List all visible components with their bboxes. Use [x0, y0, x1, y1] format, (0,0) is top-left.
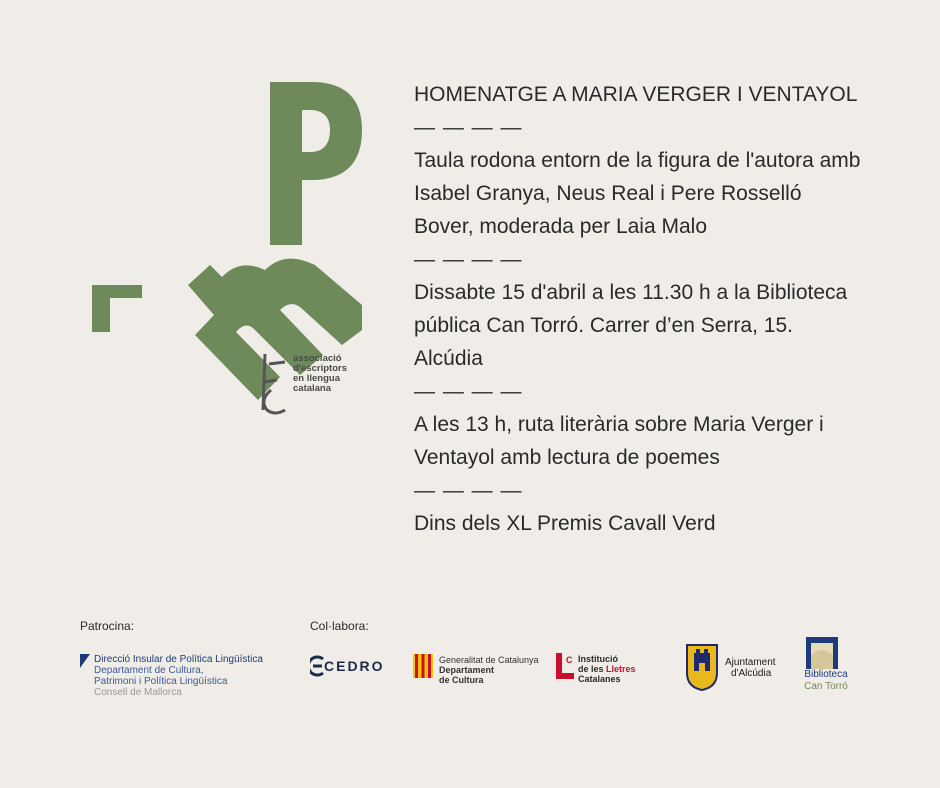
- separator: — — — —: [414, 479, 523, 502]
- sponsor-label: Patrocina:: [80, 619, 135, 633]
- event-route: A les 13 h, ruta literària sobre Maria Verger i Ventayol amb lectura de poemes: [414, 413, 824, 469]
- aelc-mark: [255, 350, 365, 420]
- cedro-name: CEDRO: [324, 658, 385, 674]
- generalitat-line2: Departament: [439, 665, 495, 675]
- generalitat-line1: Generalitat de Catalunya: [439, 655, 539, 665]
- consell-flag-icon: [80, 654, 90, 668]
- separator: — — — —: [414, 248, 523, 271]
- ajuntament-line1: Ajuntament: [725, 657, 776, 668]
- event-description: Taula rodona entorn de la figura de l'autora amb Isabel Granya, Neus Real i Pere Rosselló Bover, moderada per Laia Malo: [414, 149, 861, 238]
- alcudia-shield-icon: [685, 643, 719, 691]
- ilc-line3: Catalanes: [578, 674, 621, 684]
- generalitat-line3: de Cultura: [439, 675, 484, 685]
- event-context: Dins dels XL Premis Cavall Verd: [414, 512, 716, 535]
- sponsor-line4: Consell de Mallorca: [94, 687, 182, 698]
- sponsor-line2: Departament de Cultura,: [94, 665, 204, 676]
- ajuntament-line2: d'Alcúdia: [731, 668, 772, 679]
- collab-label: Col·labora:: [310, 619, 369, 633]
- sponsor-line1: Direcció Insular de Política Lingüística: [94, 654, 263, 665]
- separator: — — — —: [414, 380, 523, 403]
- ilc-line2a: de les: [578, 664, 607, 674]
- event-title: HOMENATGE A MARIA VERGER I VENTAYOL: [414, 83, 858, 106]
- ilc-line2b: Lletres: [606, 664, 636, 674]
- biblioteca-line1: Biblioteca: [804, 669, 848, 680]
- biblioteca-line2: Can Torró: [804, 681, 848, 692]
- event-when-where: Dissabte 15 d'abril a les 11.30 h a la Biblioteca pública Can Torró. Carrer d’en Serra, 15. Alcúdia: [414, 281, 848, 370]
- aelc-name: associació d'escriptors en llengua catalana: [293, 353, 347, 394]
- aelc-monogram-icon: [255, 350, 295, 416]
- letter-p-shape: [270, 82, 362, 245]
- ilc-line1: Institució: [578, 654, 618, 664]
- letter-r-shape: [92, 285, 142, 332]
- separator: — — — —: [414, 116, 523, 139]
- event-details: [414, 78, 864, 540]
- biblioteca-building-icon: [806, 637, 840, 669]
- senyera-icon: [413, 654, 433, 678]
- sponsor-line3: Patrimoni i Política Lingüística: [94, 676, 228, 687]
